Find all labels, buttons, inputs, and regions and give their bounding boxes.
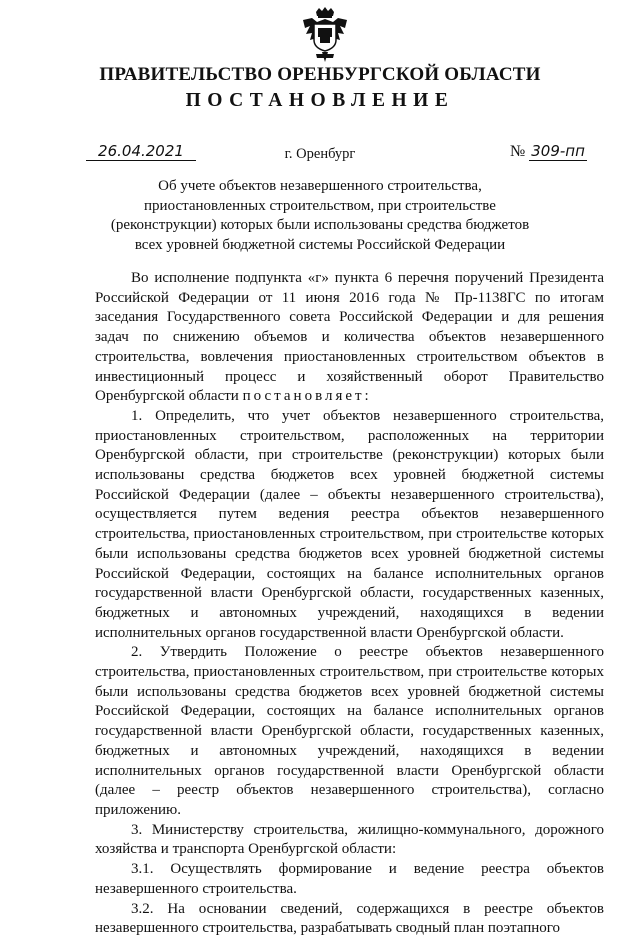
preamble-paragraph xyxy=(95,269,604,407)
document-body xyxy=(95,269,604,939)
coat-of-arms-icon xyxy=(300,6,350,64)
document-city: г. Оренбург xyxy=(284,146,356,162)
preamble-text: Во исполнение подпункта «г» пункта 6 перечня поручений Президента Российской Федерации от 11 июня 2016 года № Пр-1138ГС по итогам заседания Государственного совета Российской Федерации и для решения задач по снижению объемов и количества объектов незавершенного строительства, вовлечения приостановленных строительством объектов в инвестиционный процесс и хозяйственный оборот Правительство Оренбургской области xyxy=(95,270,604,405)
document-number: 309-пп xyxy=(531,142,585,160)
paragraph-2: 2. Утвердить Положение о реестре объектов незавершенного строительства, приостановленных строительством, при строительстве которых были использованы средства бюджетов всех уровней бюджетной системы Российской Федерации, состоящих на балансе исполнительных органов государственной власти Оренбургской области, государственных казенных, бюджетных и автономных учреждений, находящихся в ведении исполнительных органов государственной власти Оренбургской области (далее – реестр объектов незавершенного строительства), согласно приложению. xyxy=(95,644,604,818)
title-line: Об учете объектов незавершенного строительства, xyxy=(158,178,482,194)
title-line: приостановленных строительством, при строительстве xyxy=(144,197,496,214)
document-title xyxy=(60,177,580,256)
paragraph-3: 3. Министерству строительства, жилищно-коммунального, дорожного хозяйства и транспорта Оренбургской области: xyxy=(95,821,604,858)
paragraph-3-2: 3.2. На основании сведений, содержащихся в реестре объектов незавершенного строительства, разрабатывать сводный план поэтапного xyxy=(95,900,604,937)
decree-word: постановляет: xyxy=(242,388,372,405)
document-number-block xyxy=(510,143,587,161)
title-line: всех уровней бюджетной системы Российской Федерации xyxy=(134,237,506,254)
document-type: ПОСТАНОВЛЕНИЕ xyxy=(185,90,455,111)
document-date: 26.04.2021 xyxy=(86,143,196,161)
paragraph-3-1: 3.1. Осуществлять формирование и ведение реестра объектов незавершенного строительства. xyxy=(95,861,604,897)
title-line: (реконструкции) которых были использованы средства бюджетов xyxy=(110,217,530,234)
number-sign: № xyxy=(510,143,526,160)
paragraph-1: 1. Определить, что учет объектов незавершенного строительства, приостановленных строительством, расположенных на территории Оренбургской области, при строительстве (реконструкции) которых были использованы средства бюджетов всех уровней бюджетной системы Российской Федерации (далее – объекты незавершенного строительства), осуществляется путем ведения реестра объектов незавершенного строительства, приостановленных строительством, при строительстве которых были использованы средства бюджетов всех уровней бюджетной системы Российской Федерации, состоящих на балансе исполнительных органов государственной власти Оренбургской области, государственных казенных, бюджетных и автономных учреждений, находящихся в ведении исполнительных органов государственной власти Оренбургской области. xyxy=(95,407,604,641)
organization-name: ПРАВИТЕЛЬСТВО ОРЕНБУРГСКОЙ ОБЛАСТИ xyxy=(99,64,541,85)
